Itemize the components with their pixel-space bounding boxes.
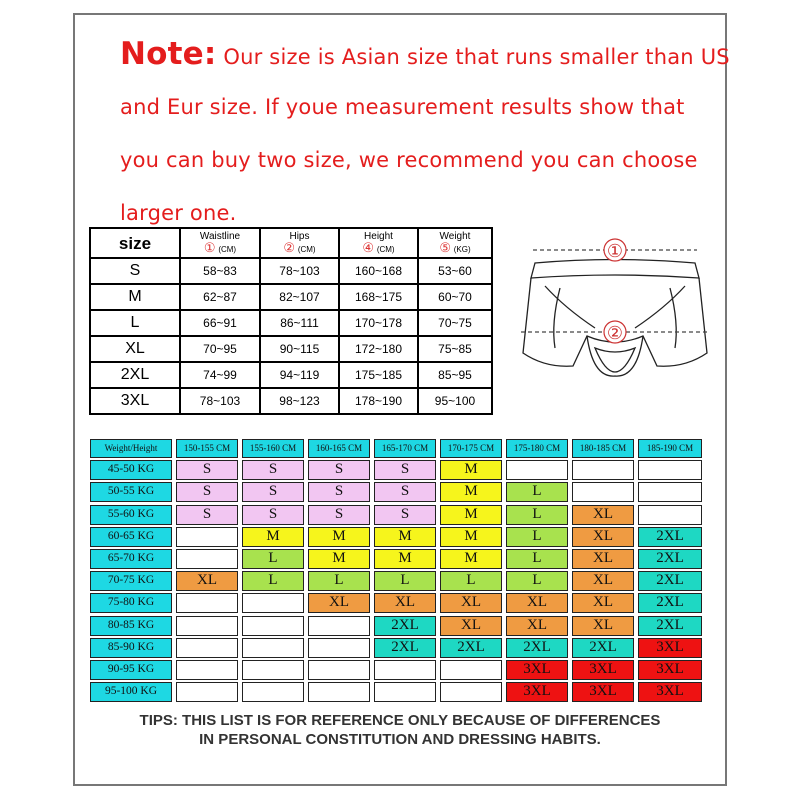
weight-header [418,228,492,258]
wh-size-cell: XL [572,616,634,636]
wh-size-cell: S [242,505,304,525]
wh-row [88,592,704,614]
wh-size-cell [506,460,568,480]
size-label-cell: M [90,284,180,310]
wh-weight-label: 65-70 KG [90,549,172,569]
wh-size-cell [572,460,634,480]
size-row [90,362,492,388]
wh-size-cell: 3XL [506,682,568,702]
wh-size-cell: XL [440,616,502,636]
wh-row [88,637,704,659]
wh-size-cell [242,638,304,658]
wh-size-cell: S [374,460,436,480]
size-value-cell: 168~175 [339,284,418,310]
size-label-cell: XL [90,336,180,362]
wh-size-cell: M [440,460,502,480]
size-value-cell: 78~103 [260,258,339,284]
wh-size-cell [176,616,238,636]
wh-size-cell: L [440,571,502,591]
wh-corner-cell: Weight/Height [90,439,172,458]
wh-size-cell [176,682,238,702]
wh-row [88,659,704,681]
wh-size-cell: 2XL [638,571,702,591]
size-value-cell: 94~119 [260,362,339,388]
weight-label: Weight [439,231,471,242]
wh-weight-label: 85-90 KG [90,638,172,658]
wh-size-cell: 2XL [638,549,702,569]
waistline-label: Waistline [199,231,241,242]
wh-size-cell [176,527,238,547]
size-note [120,28,730,240]
wh-size-cell: L [506,571,568,591]
wh-size-cell: S [176,460,238,480]
size-value-cell: 74~99 [180,362,260,388]
wh-size-cell: L [506,482,568,502]
hip-marker: ② [606,323,624,344]
size-header: size [90,228,180,258]
wh-weight-label: 45-50 KG [90,460,172,480]
wh-size-cell: L [242,549,304,569]
wh-row [88,548,704,570]
size-value-cell: 178~190 [339,388,418,414]
wh-size-cell [242,660,304,680]
tips-text [100,711,700,749]
wh-height-header: 170-175 CM [440,439,502,458]
wh-size-cell: XL [506,616,568,636]
wh-weight-label: 90-95 KG [90,660,172,680]
wh-height-header: 155-160 CM [242,439,304,458]
size-value-cell: 170~178 [339,310,418,336]
note-line-4: larger one. [120,201,237,225]
waistline-unit: (CM) [218,245,237,254]
size-value-cell: 53~60 [418,258,492,284]
wh-row [88,526,704,548]
wh-size-cell [638,460,702,480]
wh-row [88,615,704,637]
wh-size-cell [374,660,436,680]
wh-size-cell [176,549,238,569]
wh-size-cell: L [308,571,370,591]
wh-size-cell [308,682,370,702]
wh-size-cell: XL [440,593,502,613]
wh-row [88,504,704,526]
size-label-cell: 3XL [90,388,180,414]
size-table-header [90,228,492,258]
wh-size-cell [176,638,238,658]
wh-size-cell: XL [572,593,634,613]
wh-size-cell: S [242,460,304,480]
wh-size-cell [374,682,436,702]
size-value-cell: 85~95 [418,362,492,388]
weight-unit: (KG) [453,245,471,254]
wh-size-cell: XL [506,593,568,613]
hips-unit: (CM) [297,245,316,254]
wh-size-cell [176,660,238,680]
shorts-outline-icon [523,260,707,377]
size-value-cell: 98~123 [260,388,339,414]
wh-size-cell [308,660,370,680]
wh-size-cell: M [440,549,502,569]
height-number: ④ [362,240,375,255]
size-row [90,258,492,284]
wh-size-cell: S [308,482,370,502]
hips-label: Hips [289,231,310,242]
height-header [339,228,418,258]
size-label-cell: S [90,258,180,284]
wh-size-cell: S [374,482,436,502]
note-line-3: you can buy two size, we recommend you can choose [120,148,698,172]
wh-size-cell [176,593,238,613]
wh-size-cell: 3XL [572,660,634,680]
wh-weight-label: 60-65 KG [90,527,172,547]
wh-size-cell: 2XL [374,616,436,636]
wh-weight-label: 50-55 KG [90,482,172,502]
wh-size-cell: M [440,482,502,502]
height-unit: (CM) [376,245,395,254]
hips-header [260,228,339,258]
wh-size-cell [242,616,304,636]
size-value-cell: 172~180 [339,336,418,362]
wh-height-header: 160-165 CM [308,439,370,458]
size-label-cell: 2XL [90,362,180,388]
wh-size-cell: XL [572,505,634,525]
wh-size-cell [242,593,304,613]
wh-weight-label: 75-80 KG [90,593,172,613]
note-label: Note: [120,36,217,72]
tips-line-1: TIPS: THIS LIST IS FOR REFERENCE ONLY BECAUSE OF DIFFERENCES [139,712,661,729]
wh-weight-label: 70-75 KG [90,571,172,591]
wh-size-cell: 2XL [638,527,702,547]
size-value-cell: 60~70 [418,284,492,310]
size-value-cell: 82~107 [260,284,339,310]
wh-weight-label: 95-100 KG [90,682,172,702]
wh-height-header: 180-185 CM [572,439,634,458]
hips-number: ② [283,240,296,255]
size-value-cell: 86~111 [260,310,339,336]
wh-size-cell: 3XL [638,682,702,702]
wh-size-cell [308,616,370,636]
wh-height-header: 150-155 CM [176,439,238,458]
wh-size-cell: S [242,482,304,502]
wh-size-cell: XL [176,571,238,591]
wh-height-header: 175-180 CM [506,439,568,458]
size-value-cell: 160~168 [339,258,418,284]
wh-size-cell: 2XL [638,593,702,613]
wh-size-cell [572,482,634,502]
size-row [90,336,492,362]
size-row [90,284,492,310]
size-value-cell: 95~100 [418,388,492,414]
tips-line-2: IN PERSONAL CONSTITUTION AND DRESSING HABITS. [199,731,601,748]
size-chart-table [89,227,493,415]
wh-row [88,570,704,592]
size-value-cell: 78~103 [180,388,260,414]
wh-size-cell: S [176,482,238,502]
wh-size-cell: XL [572,549,634,569]
wh-size-cell [638,505,702,525]
size-label-cell: L [90,310,180,336]
wh-size-cell: L [374,571,436,591]
shorts-diagram [515,228,715,418]
size-value-cell: 70~95 [180,336,260,362]
wh-size-cell: 2XL [638,616,702,636]
waistline-header [180,228,260,258]
wh-size-cell: XL [374,593,436,613]
wh-weight-label: 80-85 KG [90,616,172,636]
wh-size-cell: M [440,505,502,525]
wh-size-cell: 2XL [374,638,436,658]
note-line-2: and Eur size. If youe measurement results show that [120,95,685,119]
size-value-cell: 175~185 [339,362,418,388]
wh-size-cell: M [374,527,436,547]
size-value-cell: 66~91 [180,310,260,336]
wh-size-cell [440,682,502,702]
size-value-cell: 62~87 [180,284,260,310]
wh-size-cell: M [308,549,370,569]
size-value-cell: 75~85 [418,336,492,362]
wh-row [88,681,704,703]
wh-size-cell: 3XL [638,660,702,680]
wh-size-cell [638,482,702,502]
wh-size-cell [308,638,370,658]
wh-row [88,459,704,481]
wh-row [88,481,704,503]
wh-size-cell: 3XL [506,660,568,680]
waist-marker: ① [606,241,624,262]
wh-size-cell: S [308,460,370,480]
wh-size-cell: M [374,549,436,569]
size-value-cell: 58~83 [180,258,260,284]
wh-height-header: 165-170 CM [374,439,436,458]
wh-header-row [88,437,704,459]
wh-size-cell: L [242,571,304,591]
wh-size-cell: 2XL [572,638,634,658]
wh-size-cell: S [308,505,370,525]
waistline-number: ① [203,240,216,255]
wh-size-cell: XL [572,527,634,547]
wh-size-cell: S [176,505,238,525]
wh-size-cell [440,660,502,680]
wh-size-cell [242,682,304,702]
note-line-1-text: Our size is Asian size that runs smaller than US [216,45,730,69]
wh-size-cell: L [506,505,568,525]
wh-size-cell: 2XL [440,638,502,658]
wh-height-header: 185-190 CM [638,439,702,458]
size-row [90,388,492,414]
wh-size-cell: XL [572,571,634,591]
note-line-1 [120,28,730,81]
weight-number: ⑤ [439,240,451,255]
height-label: Height [364,231,393,242]
size-value-cell: 90~115 [260,336,339,362]
wh-weight-label: 55-60 KG [90,505,172,525]
weight-height-table [88,437,704,703]
wh-size-cell: S [374,505,436,525]
wh-size-cell: M [308,527,370,547]
size-value-cell: 70~75 [418,310,492,336]
wh-size-cell: 3XL [638,638,702,658]
wh-size-cell: M [242,527,304,547]
wh-size-cell: 3XL [572,682,634,702]
size-row [90,310,492,336]
wh-size-cell: 2XL [506,638,568,658]
wh-size-cell: L [506,527,568,547]
wh-size-cell: L [506,549,568,569]
wh-size-cell: XL [308,593,370,613]
wh-size-cell: M [440,527,502,547]
